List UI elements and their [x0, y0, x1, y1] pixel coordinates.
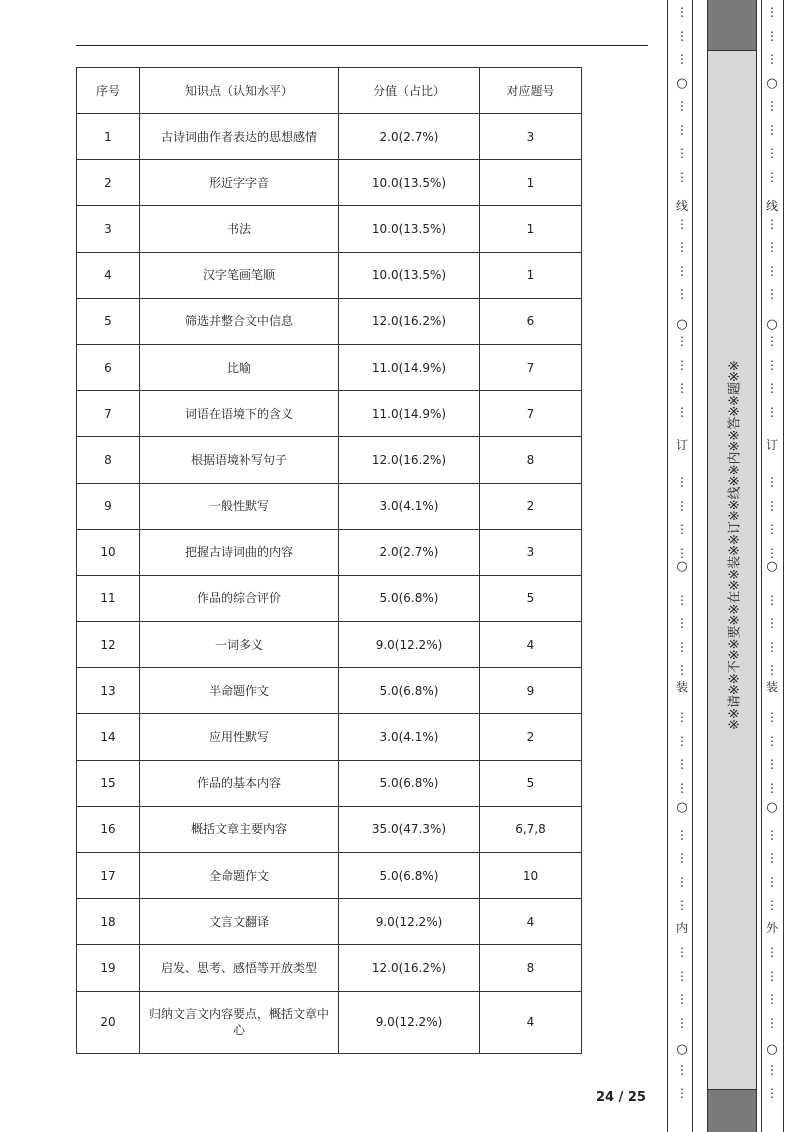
score-cell: 10.0(13.5%) [339, 206, 480, 252]
inner-binding-column [673, 0, 691, 1132]
dot-separator: ⋮ [766, 263, 778, 278]
score-cell: 12.0(16.2%) [339, 298, 480, 344]
binding-hole-marker: ○ [676, 1042, 688, 1057]
column-header-index: 序号 [77, 68, 140, 114]
question-number-cell: 4 [480, 991, 582, 1053]
score-cell: 5.0(6.8%) [339, 853, 480, 899]
dot-separator: ⋮ [766, 780, 778, 795]
dot-separator: ⋮ [766, 992, 778, 1006]
dot-separator: ⋮ [766, 52, 778, 66]
row-index-cell: 3 [77, 206, 140, 252]
table-row [77, 160, 582, 206]
column-header-question-number: 对应题号 [480, 68, 582, 114]
dot-separator: ⋮ [676, 874, 688, 889]
binding-warning-text: ※※请※※不※※要※※在※※装※※订※※线※※内※※答※※题※※ [727, 360, 743, 730]
dot-separator: ⋮ [676, 475, 688, 489]
binding-hole-marker: ○ [676, 800, 688, 815]
table-row [77, 853, 582, 899]
binding-label: 线 [765, 199, 778, 213]
dot-separator: ⋮ [766, 498, 778, 513]
dot-separator: ⋮ [676, 851, 688, 865]
dot-separator: ⋮ [766, 733, 778, 748]
knowledge-point-cell: 半命题作文 [140, 668, 339, 714]
knowledge-point-cell: 全命题作文 [140, 853, 339, 899]
score-cell: 9.0(12.2%) [339, 899, 480, 945]
question-number-cell: 5 [480, 760, 582, 806]
score-cell: 10.0(13.5%) [339, 252, 480, 298]
row-index-cell: 15 [77, 760, 140, 806]
score-cell: 12.0(16.2%) [339, 437, 480, 483]
dot-separator: ⋮ [676, 992, 688, 1006]
dot-separator: ⋮ [766, 240, 778, 254]
dot-separator: ⋮ [676, 592, 688, 607]
row-index-cell: 14 [77, 714, 140, 760]
question-number-cell: 5 [480, 575, 582, 621]
knowledge-point-cell: 词语在语境下的含义 [140, 391, 339, 437]
row-index-cell: 8 [77, 437, 140, 483]
table-row [77, 483, 582, 529]
dot-separator: ⋮ [676, 663, 688, 677]
dot-separator: ⋮ [676, 240, 688, 254]
dot-separator: ⋮ [766, 522, 778, 536]
row-index-cell: 2 [77, 160, 140, 206]
score-cell: 5.0(6.8%) [339, 668, 480, 714]
dot-separator: ⋮ [676, 898, 688, 912]
binding-label: 内 [675, 921, 688, 935]
dot-separator: ⋮ [676, 1086, 688, 1100]
dot-separator: ⋮ [766, 357, 778, 372]
dot-separator: ⋮ [676, 216, 688, 231]
dot-separator: ⋮ [766, 122, 778, 137]
binding-hole-marker: ○ [676, 317, 688, 332]
dot-separator: ⋮ [676, 169, 688, 184]
table-row [77, 622, 582, 668]
binding-label: 线 [675, 199, 688, 213]
dot-separator: ⋮ [676, 968, 688, 983]
table-row [77, 991, 582, 1053]
table-row [77, 344, 582, 390]
dot-separator: ⋮ [766, 287, 778, 301]
table-row [77, 252, 582, 298]
score-cell: 3.0(4.1%) [339, 483, 480, 529]
table-row [77, 806, 582, 852]
knowledge-point-cell: 筛选并整合文中信息 [140, 298, 339, 344]
binding-label: 订 [675, 438, 688, 452]
dot-separator: ⋮ [766, 968, 778, 983]
header-rule [76, 45, 648, 46]
table-row [77, 668, 582, 714]
knowledge-point-cell: 一词多义 [140, 622, 339, 668]
question-number-cell: 6,7,8 [480, 806, 582, 852]
dot-separator: ⋮ [766, 545, 778, 560]
dot-separator: ⋮ [676, 334, 688, 348]
dot-separator: ⋮ [676, 263, 688, 278]
knowledge-point-cell: 根据语境补写句子 [140, 437, 339, 483]
dot-separator: ⋮ [766, 874, 778, 889]
question-number-cell: 7 [480, 344, 582, 390]
column-header-knowledge-point: 知识点（认知水平） [140, 68, 339, 114]
binding-label: 订 [765, 438, 778, 452]
dot-separator: ⋮ [676, 498, 688, 513]
question-number-cell: 3 [480, 529, 582, 575]
row-index-cell: 12 [77, 622, 140, 668]
knowledge-point-cell: 古诗词曲作者表达的思想感情 [140, 114, 339, 160]
dot-separator: ⋮ [766, 334, 778, 348]
knowledge-point-cell: 归纳文言文内容要点，概括文章中心 [140, 991, 339, 1053]
row-index-cell: 16 [77, 806, 140, 852]
dot-separator: ⋮ [676, 28, 688, 43]
dot-separator: ⋮ [676, 122, 688, 137]
question-number-cell: 2 [480, 483, 582, 529]
binding-label: 外 [765, 921, 778, 935]
table-row [77, 575, 582, 621]
row-index-cell: 11 [77, 575, 140, 621]
dot-separator: ⋮ [766, 404, 778, 419]
dot-separator: ⋮ [766, 616, 778, 630]
knowledge-point-cell: 文言文翻译 [140, 899, 339, 945]
dot-separator: ⋮ [676, 522, 688, 536]
knowledge-point-cell: 作品的综合评价 [140, 575, 339, 621]
dot-separator: ⋮ [766, 146, 778, 160]
row-index-cell: 18 [77, 899, 140, 945]
score-cell: 2.0(2.7%) [339, 114, 480, 160]
table-row [77, 760, 582, 806]
score-cell: 35.0(47.3%) [339, 806, 480, 852]
dot-separator: ⋮ [766, 898, 778, 912]
question-number-cell: 8 [480, 945, 582, 991]
dot-separator: ⋮ [766, 639, 778, 654]
dot-separator: ⋮ [766, 381, 778, 395]
dot-separator: ⋮ [766, 1086, 778, 1100]
row-index-cell: 7 [77, 391, 140, 437]
question-number-cell: 8 [480, 437, 582, 483]
dot-separator: ⋮ [676, 357, 688, 372]
score-cell: 12.0(16.2%) [339, 945, 480, 991]
row-index-cell: 6 [77, 344, 140, 390]
score-cell: 9.0(12.2%) [339, 991, 480, 1053]
row-index-cell: 9 [77, 483, 140, 529]
dot-separator: ⋮ [766, 945, 778, 959]
binding-hole-marker: ○ [766, 559, 778, 574]
dot-separator: ⋮ [676, 99, 688, 113]
dot-separator: ⋮ [766, 1015, 778, 1030]
score-cell: 5.0(6.8%) [339, 575, 480, 621]
score-cell: 9.0(12.2%) [339, 622, 480, 668]
binding-hole-marker: ○ [766, 1042, 778, 1057]
binding-strip-top-cap [708, 0, 756, 51]
knowledge-point-cell: 一般性默写 [140, 483, 339, 529]
dot-separator: ⋮ [676, 780, 688, 795]
binding-hole-marker: ○ [676, 559, 688, 574]
dot-separator: ⋮ [676, 945, 688, 959]
dot-separator: ⋮ [676, 52, 688, 66]
binding-label: 装 [765, 680, 778, 694]
question-number-cell: 7 [480, 391, 582, 437]
dot-separator: ⋮ [676, 545, 688, 560]
dot-separator: ⋮ [676, 733, 688, 748]
dot-separator: ⋮ [676, 287, 688, 301]
dot-separator: ⋮ [766, 757, 778, 771]
dot-separator: ⋮ [766, 5, 778, 19]
score-cell: 11.0(14.9%) [339, 391, 480, 437]
question-number-cell: 1 [480, 206, 582, 252]
table-header-row [77, 68, 582, 114]
table-row [77, 899, 582, 945]
row-index-cell: 4 [77, 252, 140, 298]
knowledge-point-cell: 比喻 [140, 344, 339, 390]
binding-hole-marker: ○ [766, 76, 778, 91]
row-index-cell: 1 [77, 114, 140, 160]
dot-separator: ⋮ [766, 851, 778, 865]
table-row [77, 714, 582, 760]
dot-separator: ⋮ [676, 404, 688, 419]
row-index-cell: 17 [77, 853, 140, 899]
page-number: 24 / 25 [596, 1090, 646, 1105]
dot-separator: ⋮ [676, 1062, 688, 1077]
knowledge-point-cell: 把握古诗词曲的内容 [140, 529, 339, 575]
table-row [77, 391, 582, 437]
dot-separator: ⋮ [766, 710, 778, 724]
dot-separator: ⋮ [766, 592, 778, 607]
knowledge-point-cell: 形近字字音 [140, 160, 339, 206]
knowledge-point-cell: 作品的基本内容 [140, 760, 339, 806]
question-number-cell: 1 [480, 252, 582, 298]
dot-separator: ⋮ [766, 475, 778, 489]
score-cell: 2.0(2.7%) [339, 529, 480, 575]
dot-separator: ⋮ [766, 169, 778, 184]
question-number-cell: 4 [480, 622, 582, 668]
row-index-cell: 5 [77, 298, 140, 344]
row-index-cell: 10 [77, 529, 140, 575]
question-number-cell: 2 [480, 714, 582, 760]
binding-hole-marker: ○ [766, 317, 778, 332]
dot-separator: ⋮ [766, 28, 778, 43]
knowledge-point-cell: 概括文章主要内容 [140, 806, 339, 852]
score-cell: 10.0(13.5%) [339, 160, 480, 206]
binding-hole-marker: ○ [766, 800, 778, 815]
table-row [77, 114, 582, 160]
score-cell: 3.0(4.1%) [339, 714, 480, 760]
table-row [77, 206, 582, 252]
binding-hole-marker: ○ [676, 76, 688, 91]
dot-separator: ⋮ [676, 639, 688, 654]
binding-label: 装 [675, 680, 688, 694]
dot-separator: ⋮ [766, 99, 778, 113]
knowledge-point-cell: 汉字笔画笔顺 [140, 252, 339, 298]
knowledge-point-cell: 应用性默写 [140, 714, 339, 760]
table-row [77, 945, 582, 991]
dot-separator: ⋮ [766, 827, 778, 842]
question-number-cell: 1 [480, 160, 582, 206]
dot-separator: ⋮ [766, 1062, 778, 1077]
score-cell: 11.0(14.9%) [339, 344, 480, 390]
row-index-cell: 13 [77, 668, 140, 714]
knowledge-point-cell: 书法 [140, 206, 339, 252]
binding-line-left [667, 0, 668, 1132]
row-index-cell: 19 [77, 945, 140, 991]
score-cell: 5.0(6.8%) [339, 760, 480, 806]
table-row [77, 437, 582, 483]
dot-separator: ⋮ [676, 757, 688, 771]
question-number-cell: 3 [480, 114, 582, 160]
outer-binding-column [763, 0, 781, 1132]
question-number-cell: 9 [480, 668, 582, 714]
row-index-cell: 20 [77, 991, 140, 1053]
table-row [77, 529, 582, 575]
binding-line-right [783, 0, 784, 1132]
dot-separator: ⋮ [766, 216, 778, 231]
dot-separator: ⋮ [676, 827, 688, 842]
question-number-cell: 4 [480, 899, 582, 945]
binding-line-outer [761, 0, 762, 1132]
knowledge-point-cell: 启发、思考、感悟等开放类型 [140, 945, 339, 991]
binding-line-inner [692, 0, 693, 1132]
dot-separator: ⋮ [676, 381, 688, 395]
binding-strip-bottom-cap [708, 1089, 756, 1132]
column-header-score: 分值（占比） [339, 68, 480, 114]
dot-separator: ⋮ [676, 710, 688, 724]
dot-separator: ⋮ [766, 663, 778, 677]
dot-separator: ⋮ [676, 146, 688, 160]
dot-separator: ⋮ [676, 1015, 688, 1030]
question-number-cell: 6 [480, 298, 582, 344]
dot-separator: ⋮ [676, 5, 688, 19]
question-number-cell: 10 [480, 853, 582, 899]
dot-separator: ⋮ [676, 616, 688, 630]
table-row [77, 298, 582, 344]
knowledge-point-table [76, 67, 582, 1054]
